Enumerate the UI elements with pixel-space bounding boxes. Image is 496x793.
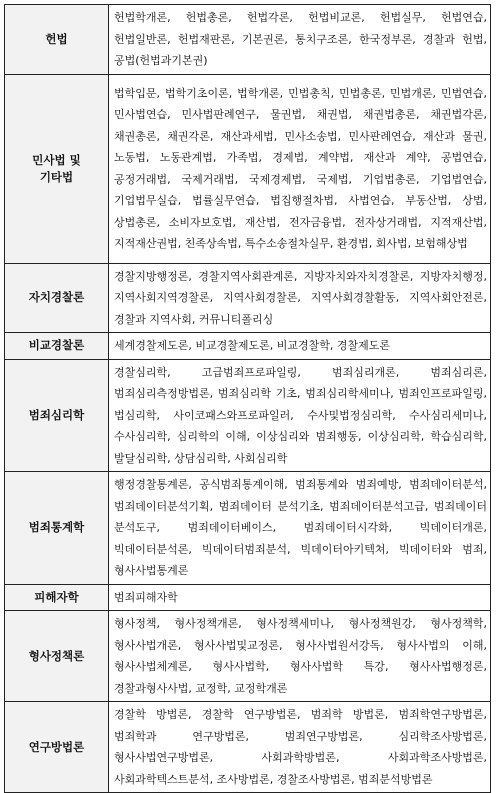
category-cell: 피해자학 <box>5 584 109 611</box>
course-list-cell: 경찰심리학, 고급범죄프로파일링, 범죄심리개론, 범죄심리론, 범죄심리측정방법론, 범죄심리학 기초, 범죄심리학세미나, 범죄인프로파일링, 법심리학, 사이코패스와프로파일러, 수사및법정심리학, 수사심리세미나, 수사심리학, 심리학의 이해, 이상심리와 범죄행동, 이상심리학, 학습심리학, 발달심리학, 상담심리학, 사회심리학 <box>109 359 491 472</box>
table-row <box>5 472 491 585</box>
category-cell: 범죄통계학 <box>5 472 109 585</box>
table-row <box>5 359 491 472</box>
course-list-cell: 법학입문, 법학기초이론, 법학개론, 민법총칙, 민법총론, 민법개론, 민법연습, 민사법연습, 민사법판례연구, 물권법, 채권법, 채권법총론, 채권법각론, 채권총론, 채권각론, 재산과세법, 민사소송법, 민사판례연습, 재산과 물권, 노동법, 노동관계법, 가족법, 경제법, 계약법, 재산과 계약, 공법연습, 공정거래법, 국제거래법, 국제경제법, 국제법, 기업법총론, 기업법연습, 기업법무실습, 법률실무연습, 법집행절차법, 사법연습, 부동산법, 상법, 상법총론, 소비자보호법, 재산법, 전자금융법, 전자상거래법, 지적재산법, 지적재산권법, 친족상속법, 특수소송절차실무, 환경법, 회사법, 보험해상법 <box>109 74 491 263</box>
category-cell: 헌법 <box>5 5 109 75</box>
category-cell: 민사법 및 기타법 <box>5 74 109 263</box>
category-cell: 비교경찰론 <box>5 333 109 360</box>
course-list-cell: 세계경찰제도론, 비교경찰제도론, 비교경찰학, 경찰제도론 <box>109 333 491 360</box>
course-list-cell: 헌법학개론, 헌법총론, 헌법각론, 헌법비교론, 헌법실무, 헌법연습, 헌법일반론, 헌법재판론, 기본권론, 통치구조론, 한국정부론, 경찰과 헌법, 공법(헌법과기본권) <box>109 5 491 75</box>
table-row <box>5 74 491 263</box>
course-list-cell: 경찰학 방법론, 경찰학 연구방법론, 범죄학 방법론, 범죄학연구방법론, 범죄학과 연구방법론, 범죄연구방법론, 심리학조사방법론, 형사사법연구방법론, 사회과학방법론, 사회과학조사방법론, 사회과학텍스트분석, 조사방법론, 경찰조사방법론, 범죄분석방법론 <box>109 702 491 793</box>
course-list-cell: 행정경찰통계론, 공식범죄통계이해, 범죄통계와 범죄예방, 범죄데이터분석, 범죄데이터분석기획, 범죄데이터 분석기초, 범죄데이터분석고급, 범죄데이터 분석도구, 범죄데이터베이스, 범죄데이터시각화, 빅데이터개론, 빅데이터분석론, 빅데이터범죄분석, 빅데이터아키텍쳐, 빅데이터와 범죄, 형사사법통계론 <box>109 472 491 585</box>
curriculum-table <box>4 4 491 793</box>
category-cell: 범죄심리학 <box>5 359 109 472</box>
table-row <box>5 584 491 611</box>
table-row <box>5 263 491 333</box>
table-row <box>5 333 491 360</box>
course-list-cell: 경찰지방행정론, 경찰지역사회관계론, 지방자치와자치경찰론, 지방자치행정, 지역사회지역경찰론, 지역사회경찰론, 지역사회경찰활동, 지역사회안전론, 경찰과 지역사회, 커뮤니티폴리싱 <box>109 263 491 333</box>
category-cell: 형사정책론 <box>5 611 109 702</box>
course-list-cell: 형사정책, 형사정책개론, 형사정책세미나, 형사정책원강, 형사정책학, 형사사법개론, 형사사법및교정론, 형사사법원서강독, 형사사법의 이해, 형사사법체계론, 형사사법학, 형사사법학 특강, 형사사법행정론, 경찰과형사사법, 교정학, 교정학개론 <box>109 611 491 702</box>
category-cell: 자치경찰론 <box>5 263 109 333</box>
course-list-cell: 범죄피해자학 <box>109 584 491 611</box>
table-row <box>5 5 491 75</box>
table-row <box>5 702 491 793</box>
category-cell: 연구방법론 <box>5 702 109 793</box>
table-row <box>5 611 491 702</box>
